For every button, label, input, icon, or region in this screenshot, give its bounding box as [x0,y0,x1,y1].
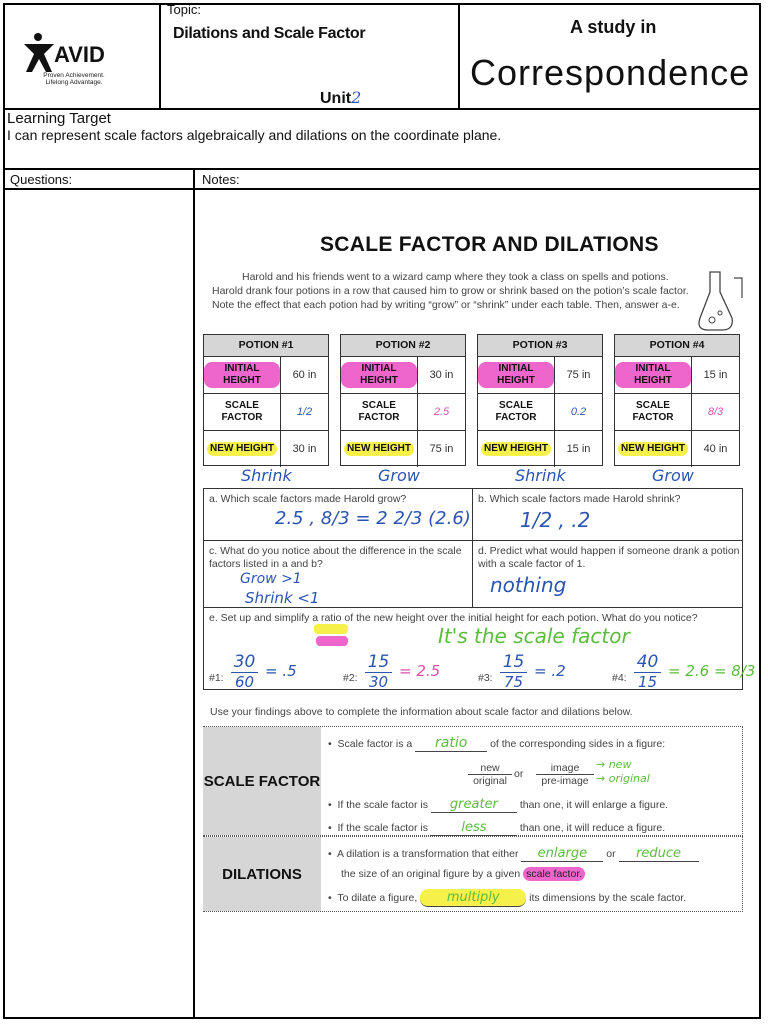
fill-enlarge: enlarge [521,846,603,862]
fraction-numerator: new [480,762,500,774]
potion-name: POTION #1 [204,335,328,357]
learning-target-text: I can represent scale factors algebraically and dilations on the coordinate plane. [7,127,502,143]
logo-tagline [34,72,114,86]
ratio-result: = .2 [534,662,566,680]
bullet-text: If the scale factor is [337,822,428,834]
ratio-result: = .5 [265,662,297,680]
fill-less: less [431,820,517,836]
worksheet-intro: Harold and his friends went to a wizard camp where they took a class on spells and potions. Harold drank four potions in a row that caused him to grow or shrink based on the potion’s scale factor. Note the effect that each potion had by writing “grow” or “shrink” under each table. Then, answer a-e. [212,271,689,311]
highlighted-scale-factor: scale factor. [523,867,585,881]
answer-c-line1: Grow >1 [240,571,302,587]
potion-row-initial [341,357,465,394]
row-value: 30 in [429,369,454,381]
divider [193,168,195,1019]
tagline-line1: Proven Achievement. [43,72,105,79]
worksheet-title: SCALE FACTOR AND DILATIONS [320,233,659,256]
row-label-text: INITIAL HEIGHT [478,362,554,388]
ratio-fraction [365,652,392,691]
row-label [204,394,281,430]
fill-ratio: ratio [415,735,487,752]
question-e: e. Set up and simplify a ratio of the new height over the initial height for each potion. What do you notice? [209,612,698,624]
questions-column-label: Questions: [10,172,73,187]
bullet-text: than one, it will enlarge a figure. [519,799,669,811]
study-title: Correspondence [470,52,751,93]
question-c: c. What do you notice about the difference in the scale factors listed in a and b? [209,545,462,570]
potion-table [203,334,329,466]
note-new: → new [596,758,632,771]
potion-effect: Shrink [241,466,292,485]
row-value: 75 in [566,369,591,381]
row-label [204,357,281,393]
bullet-text: or [606,848,616,860]
row-value: 40 in [703,443,728,455]
potion-effect: Grow [652,466,694,485]
divider [458,3,460,109]
scale-factor-bullet-1: • Scale factor is a ratio of the corresponding sides in a figure: [328,735,666,751]
fraction-denominator: pre-image [536,774,594,787]
or-text: or [514,768,524,780]
bullet-text: A dilation is a transformation that either [336,848,519,860]
note-original: → original [596,772,650,785]
topic-title: Dilations and Scale Factor [173,25,366,42]
potion-effect: Shrink [515,466,566,485]
bullet-text: of the corresponding sides in a figure: [490,738,666,750]
dilations-label: DILATIONS [203,837,321,911]
findings-instruction: Use your findings above to complete the information about scale factor and dilations below. [210,706,633,718]
fraction-image-preimage [536,762,594,787]
ratio-fraction [634,652,661,691]
potion-row-initial [204,357,328,394]
potion-row-initial [478,357,602,394]
bullet-text: than one, it will reduce a figure. [519,822,666,834]
row-label [341,394,418,430]
row-value: 15 in [566,443,591,455]
ratio-label: #3: [478,672,493,684]
learning-target-label: Learning Target [7,110,111,127]
row-label [204,431,281,467]
divider [159,3,161,109]
potion-name: POTION #2 [341,335,465,357]
question-d: d. Predict what would happen if someone drank a potion with a scale factor of 1. [478,545,740,570]
ratio-numerator: 15 [502,652,525,672]
answer-d: nothing [490,573,567,597]
ratio-result: = 2.5 [399,662,441,680]
row-value: 0.2 [570,406,587,418]
potion-flask-icon [698,268,746,334]
ratio-denominator: 15 [634,672,661,691]
divider [3,168,761,170]
dilations-bullet-2: • To dilate a figure, multiply its dimensions by the scale factor. [328,890,687,905]
row-label-text: NEW HEIGHT [344,442,414,456]
question-a: a. Which scale factors made Harold grow? [209,493,407,505]
row-value: 2.5 [433,406,450,418]
divider [3,188,761,190]
divider [472,488,473,608]
row-label-text: NEW HEIGHT [481,442,551,456]
ratio-numerator: 30 [233,652,256,672]
row-value: 30 in [292,443,317,455]
ratio-denominator: 60 [231,672,258,691]
potion-name: POTION #3 [478,335,602,357]
row-value: 60 in [292,369,317,381]
row-label [478,357,555,393]
row-label [615,431,692,467]
notes-column-label: Notes: [202,172,240,187]
row-label-text: NEW HEIGHT [618,442,688,456]
potion-row-scale [341,394,465,431]
potion-effect: Grow [378,466,420,485]
row-value: 8/3 [707,406,724,418]
bullet-text: If the scale factor is [337,799,428,811]
unit-text: Unit [320,90,352,107]
divider [3,108,761,110]
potion-row-new [341,431,465,467]
answer-e: It's the scale factor [438,624,630,648]
potion-table [477,334,603,466]
logo-wordmark: AVID [54,42,105,67]
ratio-fraction [500,652,527,691]
topic-label: Topic: [167,2,201,17]
tagline-line2: Lifelong Advantage. [45,79,103,86]
dilations-bullet-1-line2 [341,868,585,880]
question-b: b. Which scale factors made Harold shrink? [478,493,681,505]
ratio-label: #2: [343,672,358,684]
highlight-mark [316,636,348,646]
ratio-fraction [231,652,258,691]
divider [203,540,743,541]
row-label-text: INITIAL HEIGHT [615,362,691,388]
potion-row-initial [615,357,739,394]
ratio-label: #4: [612,672,627,684]
row-label-text: SCALE FACTOR [495,400,537,423]
row-label-text: SCALE FACTOR [358,400,400,423]
row-label-text: NEW HEIGHT [207,442,277,456]
row-label [615,394,692,430]
potion-row-scale [478,394,602,431]
scale-factor-bullet-3: • If the scale factor is less than one, it will reduce a figure. [328,820,666,835]
row-value: 1/2 [296,406,313,418]
ratio-result: = 2.6 = 8/3 [668,662,756,680]
bullet-text: To dilate a figure, [337,892,418,904]
unit-label [320,88,361,108]
dilations-bullet-1: • A dilation is a transformation that either enlarge or reduce [328,846,699,862]
answer-b: 1/2 , .2 [520,508,591,532]
row-label-text: SCALE FACTOR [632,400,674,423]
potion-row-new [478,431,602,467]
row-label-text: INITIAL HEIGHT [341,362,417,388]
fraction-new-original [468,762,512,787]
row-label [615,357,692,393]
study-heading: A study in [570,17,657,37]
ratio-denominator: 30 [365,672,392,691]
fraction-denominator: original [468,774,512,787]
potion-table [614,334,740,466]
fill-reduce: reduce [619,846,699,862]
row-label [341,357,418,393]
row-label [478,394,555,430]
ratio-numerator: 40 [636,652,659,672]
ratio-numerator: 15 [367,652,390,672]
potion-row-new [204,431,328,467]
row-label-text: INITIAL HEIGHT [204,362,280,388]
row-label [478,431,555,467]
ratio-denominator: 75 [500,672,527,691]
fill-greater: greater [431,797,517,813]
fill-multiply: multiply [420,889,526,907]
row-label [341,431,418,467]
answer-c-line2: Shrink <1 [245,589,320,607]
unit-number: 2 [351,88,362,107]
row-value: 15 in [703,369,728,381]
bullet-text: its dimensions by the scale factor. [529,892,687,904]
potion-row-scale [204,394,328,431]
highlight-mark [314,624,348,634]
row-value: 75 in [429,443,454,455]
ratio-label: #1: [209,672,224,684]
potion-table [340,334,466,466]
bullet-text: the size of an original figure by a given [341,868,521,880]
potion-row-scale [615,394,739,431]
fraction-numerator: image [550,762,580,774]
potion-name: POTION #4 [615,335,739,357]
scale-factor-bullet-2: • If the scale factor is greater than one, it will enlarge a figure. [328,797,669,812]
row-label-text: SCALE FACTOR [221,400,263,423]
bullet-text: Scale factor is a [337,738,413,750]
scale-factor-label: SCALE FACTOR [203,727,321,835]
answer-a: 2.5 , 8/3 = 2 2/3 (2.6) [275,508,471,529]
potion-row-new [615,431,739,467]
